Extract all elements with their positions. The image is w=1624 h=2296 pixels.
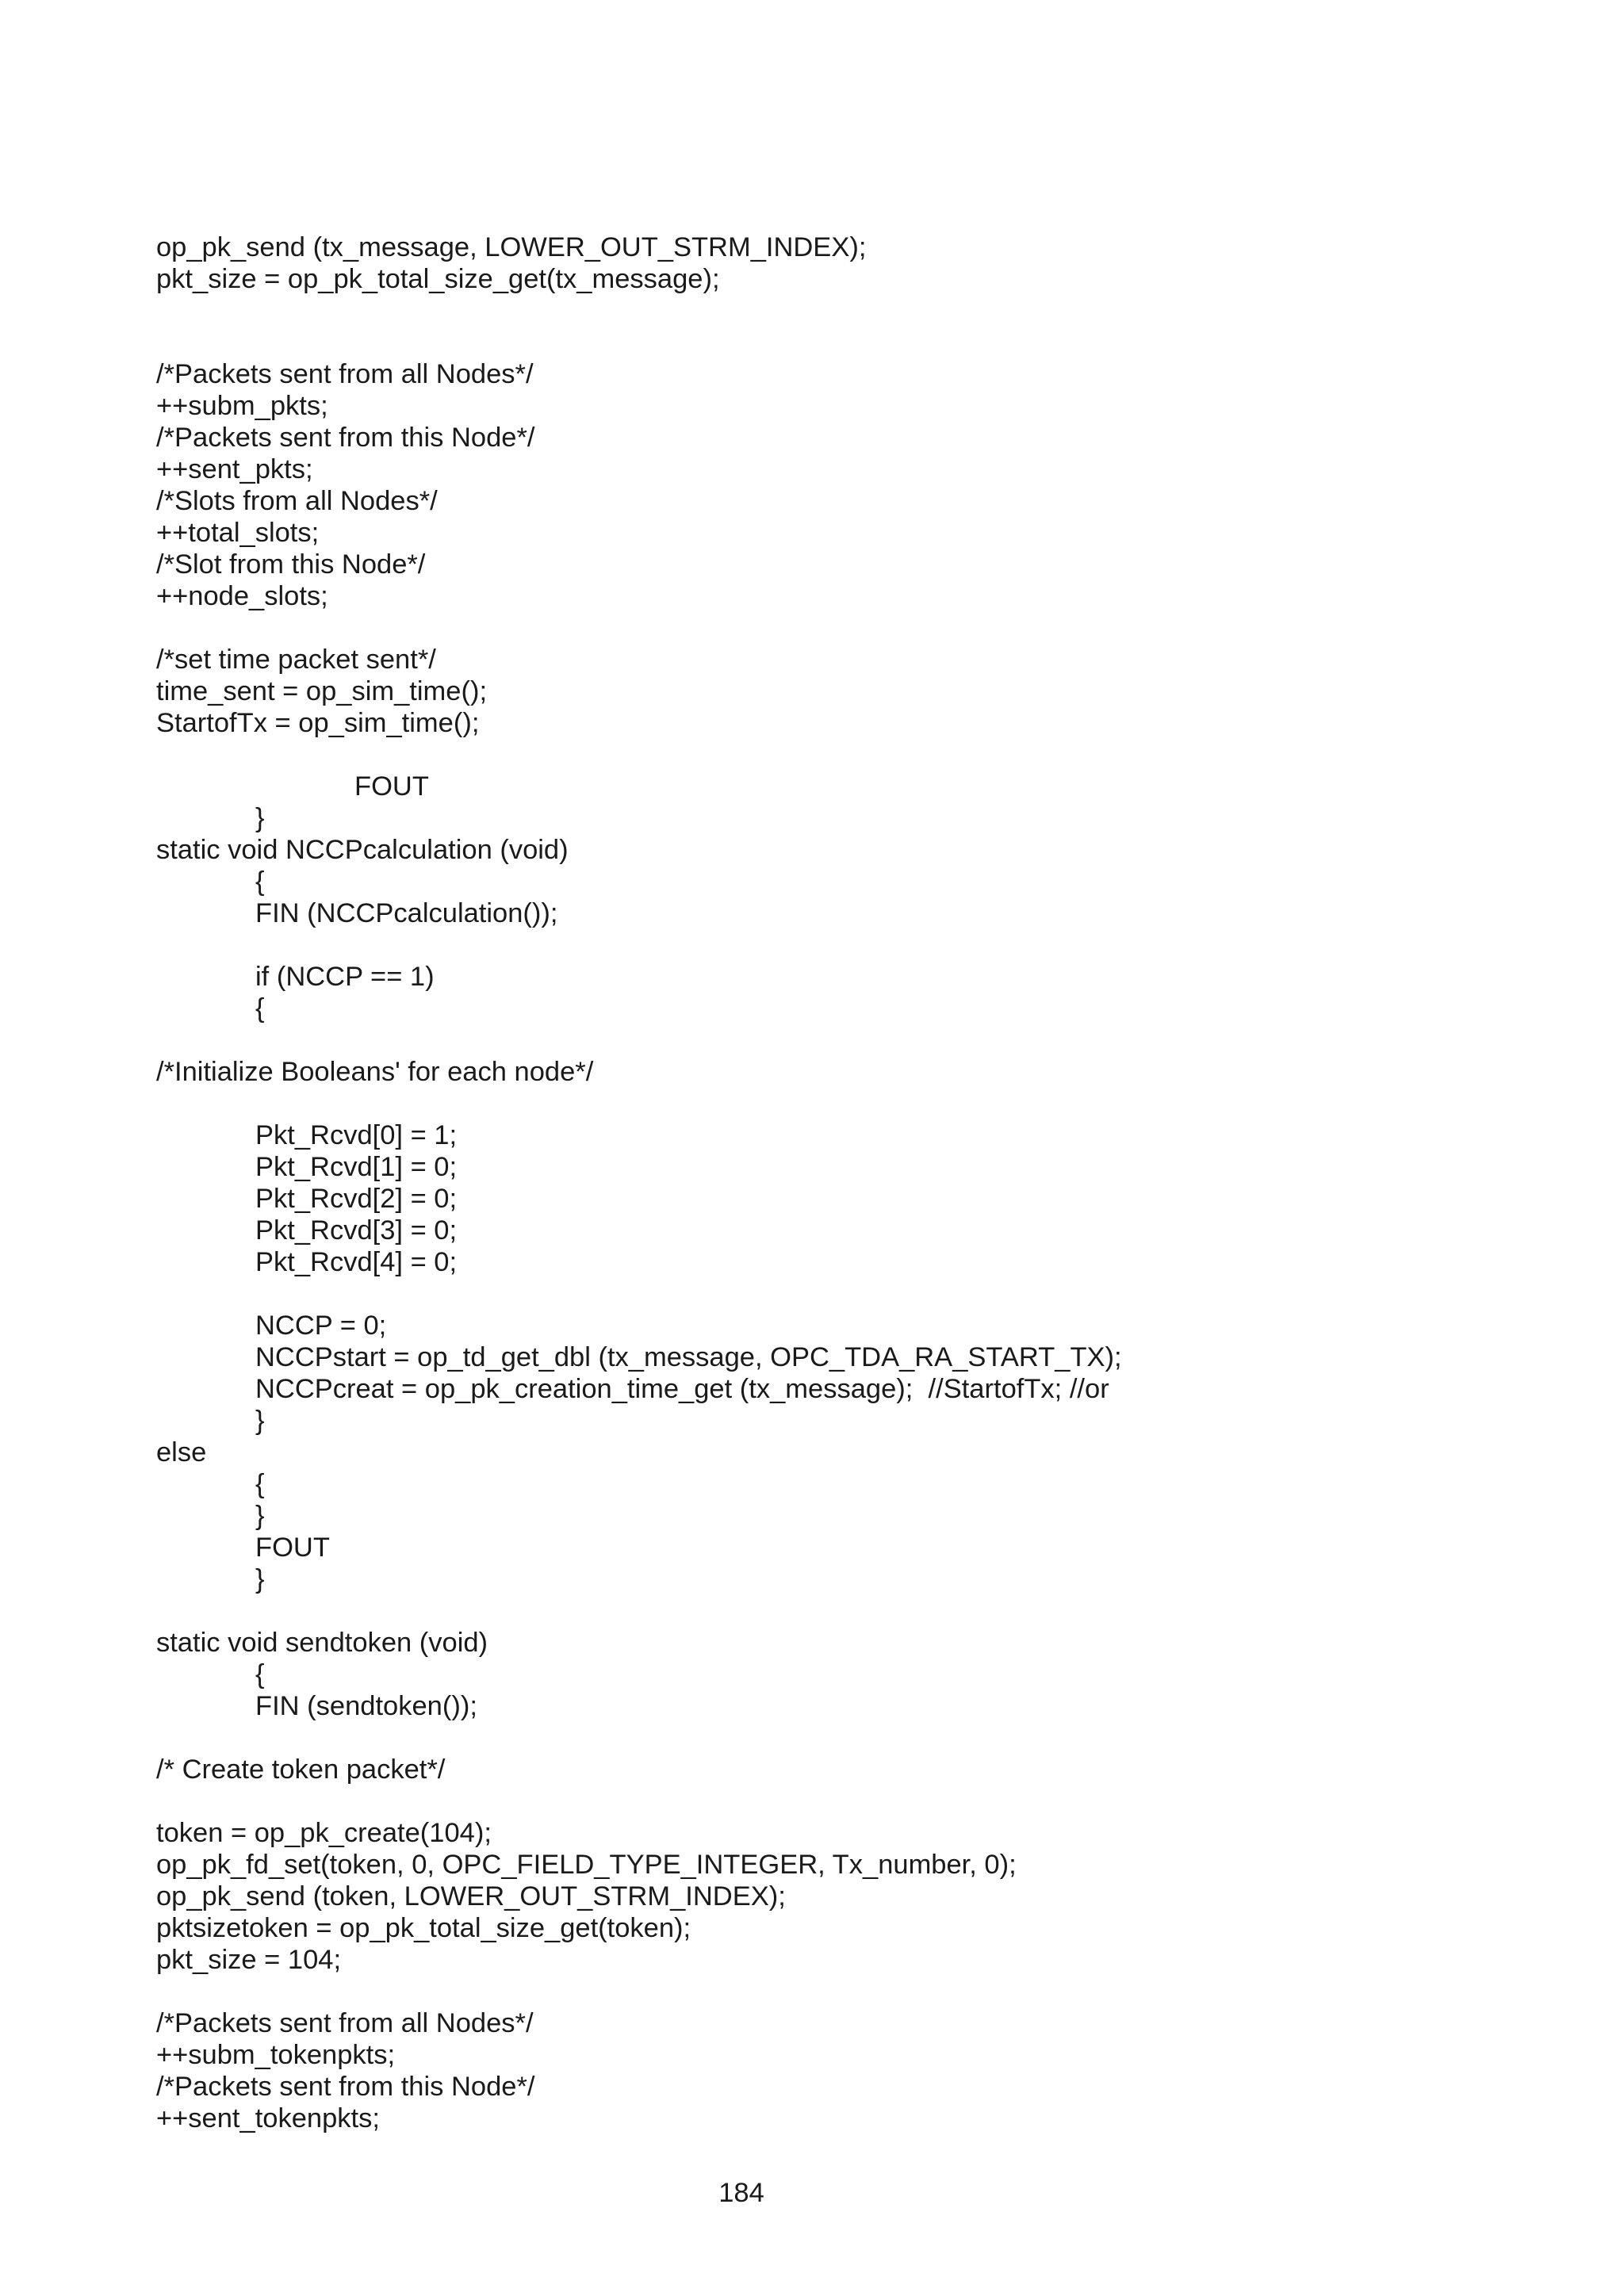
code-line: } xyxy=(255,1564,265,1594)
blank-line xyxy=(156,612,1544,644)
code-line: FIN (NCCPcalculation()); xyxy=(255,898,558,928)
code-line: ++total_slots; xyxy=(156,518,320,548)
code-line: NCCP = 0; xyxy=(255,1311,387,1341)
code-line: ++sent_pkts; xyxy=(156,454,313,484)
code-line: ++subm_pkts; xyxy=(156,391,328,421)
code-line: } xyxy=(255,1406,265,1436)
code-line: token = op_pk_create(104); xyxy=(156,1818,492,1848)
code-line: } xyxy=(255,1501,265,1531)
code-listing xyxy=(156,232,1544,2134)
code-comment: /*Slot from this Node*/ xyxy=(156,549,426,580)
blank-line xyxy=(156,1976,1544,2007)
code-line: op_pk_send (tx_message, LOWER_OUT_STRM_INDEX); xyxy=(156,232,867,262)
code-line: } xyxy=(255,803,265,833)
code-line: ++node_slots; xyxy=(156,581,328,611)
code-line: { xyxy=(255,993,265,1024)
code-line: else xyxy=(156,1437,207,1468)
code-line: ++subm_tokenpkts; xyxy=(156,2040,396,2070)
code-line: FOUT xyxy=(354,771,429,802)
code-line: if (NCCP == 1) xyxy=(255,962,435,992)
code-comment: /*Packets sent from all Nodes*/ xyxy=(156,359,534,389)
blank-line xyxy=(156,739,1544,771)
code-comment: /* Create token packet*/ xyxy=(156,1755,446,1785)
code-line: Pkt_Rcvd[1] = 0; xyxy=(255,1152,458,1182)
code-line: NCCPstart = op_td_get_dbl (tx_message, OPC_TDA_RA_START_TX); xyxy=(255,1342,1122,1372)
code-line: Pkt_Rcvd[0] = 1; xyxy=(255,1120,458,1150)
code-line: Pkt_Rcvd[4] = 0; xyxy=(255,1247,458,1277)
blank-line xyxy=(156,327,1544,358)
code-line: pkt_size = op_pk_total_size_get(tx_message); xyxy=(156,264,720,294)
code-line: static void NCCPcalculation (void) xyxy=(156,835,569,865)
code-line: Pkt_Rcvd[2] = 0; xyxy=(255,1184,458,1214)
code-line: FIN (sendtoken()); xyxy=(255,1691,477,1721)
blank-line xyxy=(156,1088,1544,1119)
code-comment: /*Packets sent from this Node*/ xyxy=(156,2072,535,2102)
code-comment: /*Packets sent from all Nodes*/ xyxy=(156,2008,534,2038)
code-line: time_sent = op_sim_time(); xyxy=(156,676,488,706)
code-line: op_pk_send (token, LOWER_OUT_STRM_INDEX); xyxy=(156,1881,786,1911)
code-line: { xyxy=(255,867,265,897)
code-line: { xyxy=(255,1469,265,1499)
code-line: ++sent_tokenpkts; xyxy=(156,2103,380,2133)
blank-line xyxy=(156,1595,1544,1627)
code-line: static void sendtoken (void) xyxy=(156,1628,488,1658)
code-line: FOUT xyxy=(255,1533,330,1563)
code-line: StartofTx = op_sim_time(); xyxy=(156,708,480,738)
code-line: { xyxy=(255,1659,265,1689)
code-line: op_pk_fd_set(token, 0, OPC_FIELD_TYPE_INTEGER, Tx_number, 0); xyxy=(156,1850,1017,1880)
code-line: Pkt_Rcvd[3] = 0; xyxy=(255,1215,458,1246)
code-line: pktsizetoken = op_pk_total_size_get(token); xyxy=(156,1913,691,1943)
code-line: NCCPcreat = op_pk_creation_time_get (tx_message); //StartofTx; //or xyxy=(255,1374,1109,1404)
code-comment: /*set time packet sent*/ xyxy=(156,645,436,675)
blank-line xyxy=(156,929,1544,961)
blank-line xyxy=(156,1785,1544,1817)
code-comment: /*Slots from all Nodes*/ xyxy=(156,486,438,516)
code-line: pkt_size = 104; xyxy=(156,1945,342,1975)
page-number: 184 xyxy=(718,2178,764,2208)
blank-line xyxy=(156,1722,1544,1754)
blank-line xyxy=(156,1024,1544,1056)
code-comment: /*Packets sent from this Node*/ xyxy=(156,423,535,453)
blank-line xyxy=(156,295,1544,327)
blank-line xyxy=(156,1278,1544,1310)
code-comment: /*Initialize Booleans' for each node*/ xyxy=(156,1057,594,1087)
